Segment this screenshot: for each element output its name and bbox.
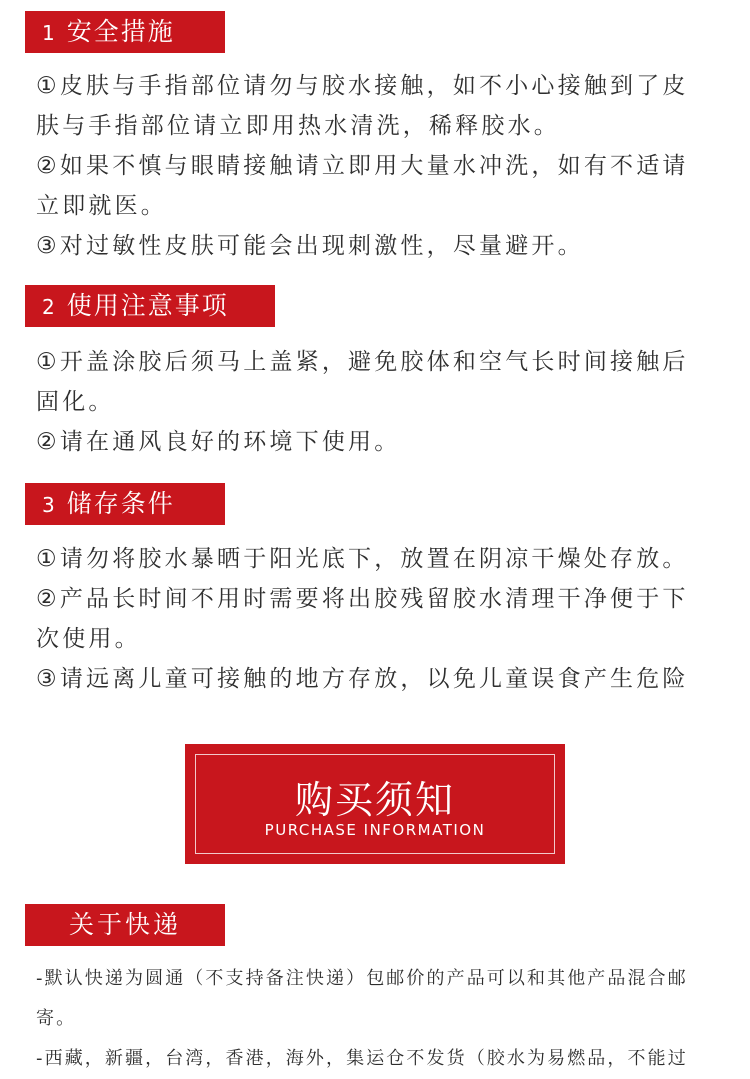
banner-title: 购买须知 [294,778,455,822]
purchase-info-banner [185,744,565,864]
body-line: ③对过敏性皮肤可能会出现刺激性，尽量避开。 [36,233,584,259]
section-1-body [36,66,689,266]
section-title: 安全措施 [66,17,175,46]
shipping-body [36,959,688,1079]
section-number: 3 [42,493,57,517]
body-line: -西藏，新疆，台湾，香港，海外，集运仓不发货（胶水为易燃品，不能过 [36,1048,688,1069]
body-line: ②请在通风良好的环境下使用。 [36,429,401,455]
shipping-title: 关于快递 [68,910,181,939]
section-title: 储存条件 [66,489,175,518]
section-number: 1 [42,21,57,45]
body-line: ①开盖涂胶后须马上盖紧，避免胶体和空气长时间接触后 [36,349,689,375]
body-line: 立即就医。 [36,193,167,219]
section-number: 2 [42,295,57,319]
body-line: ①皮肤与手指部位请勿与胶水接触，如不小心接触到了皮 [36,73,689,99]
body-line: ③请远离儿童可接触的地方存放，以免儿童误食产生危险 [36,666,689,692]
body-line: 固化。 [36,389,115,415]
section-3-header [25,483,225,525]
section-3-body [36,539,689,699]
section-2-body [36,342,689,462]
body-line: 肤与手指部位请立即用热水清洗，稀释胶水。 [36,113,560,139]
banner-frame [195,754,555,854]
section-2-header [25,285,275,327]
shipping-header [25,904,225,946]
banner-subtitle: PURCHASE INFORMATION [264,821,486,839]
body-line: 寄。 [36,1008,77,1029]
section-1-header [25,11,225,53]
body-line: 次使用。 [36,626,141,652]
section-title: 使用注意事项 [66,291,229,320]
body-line: ①请勿将胶水暴晒于阳光底下，放置在阴凉干燥处存放。 [36,546,689,572]
body-line: -默认快递为圆通（不支持备注快递）包邮价的产品可以和其他产品混合邮 [36,968,688,989]
body-line: ②如果不慎与眼睛接触请立即用大量水冲洗，如有不适请 [36,153,689,179]
body-line: ②产品长时间不用时需要将出胶残留胶水清理干净便于下 [36,586,689,612]
